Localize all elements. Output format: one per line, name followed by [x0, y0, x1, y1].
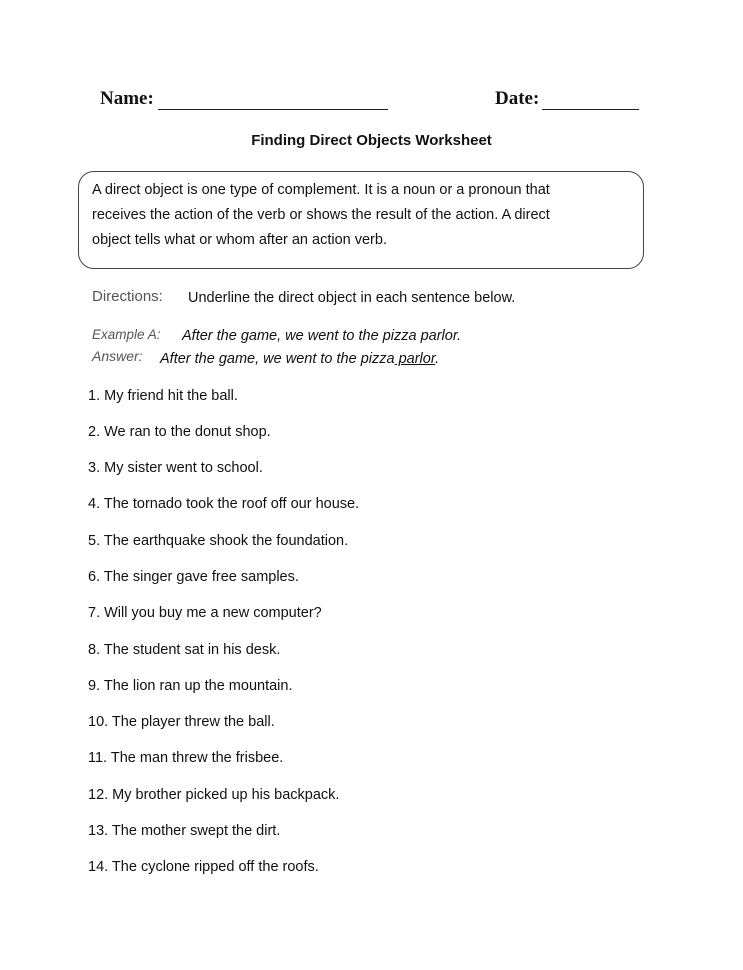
- question-item[interactable]: 1. My friend hit the ball.: [88, 388, 238, 404]
- question-item[interactable]: 11. The man threw the frisbee.: [88, 750, 284, 766]
- question-item[interactable]: 6. The singer gave free samples.: [88, 569, 299, 585]
- definition-line: A direct object is one type of complement. It is a noun or a pronoun that: [92, 182, 550, 198]
- worksheet-title: Finding Direct Objects Worksheet: [251, 132, 492, 149]
- answer-text: After the game, we went to the pizza: [160, 351, 395, 367]
- question-item[interactable]: 3. My sister went to school.: [88, 460, 263, 476]
- date-label: Date:: [495, 88, 540, 109]
- question-item[interactable]: 8. The student sat in his desk.: [88, 642, 281, 658]
- question-item[interactable]: 14. The cyclone ripped off the roofs.: [88, 859, 319, 875]
- answer-underlined-object: parlor: [394, 351, 436, 367]
- worksheet-header: [0, 86, 743, 116]
- question-item[interactable]: 7. Will you buy me a new computer?: [88, 605, 322, 621]
- definition-line: receives the action of the verb or shows the result of the action. A direct: [92, 207, 550, 223]
- answer-period: .: [435, 351, 440, 367]
- date-blank-line[interactable]: [542, 109, 639, 110]
- name-blank-line[interactable]: [158, 109, 388, 110]
- question-item[interactable]: 5. The earthquake shook the foundation.: [88, 533, 349, 549]
- question-item[interactable]: 10. The player threw the ball.: [88, 714, 275, 730]
- answer-label: Answer:: [92, 348, 143, 364]
- question-item[interactable]: 12. My brother picked up his backpack.: [88, 787, 340, 803]
- definition-line: object tells what or whom after an action verb.: [92, 232, 387, 248]
- answer-sentence: [160, 351, 439, 367]
- example-sentence: After the game, we went to the pizza parlor.: [182, 328, 462, 344]
- example-label: Example A:: [92, 327, 161, 342]
- question-item[interactable]: 13. The mother swept the dirt.: [88, 823, 281, 839]
- question-item[interactable]: 2. We ran to the donut shop.: [88, 424, 271, 440]
- question-item[interactable]: 9. The lion ran up the mountain.: [88, 678, 293, 694]
- name-label: Name:: [100, 88, 154, 109]
- directions-text: Underline the direct object in each sentence below.: [188, 290, 516, 306]
- question-item[interactable]: 4. The tornado took the roof off our house.: [88, 496, 360, 512]
- directions-label: Directions:: [92, 288, 163, 305]
